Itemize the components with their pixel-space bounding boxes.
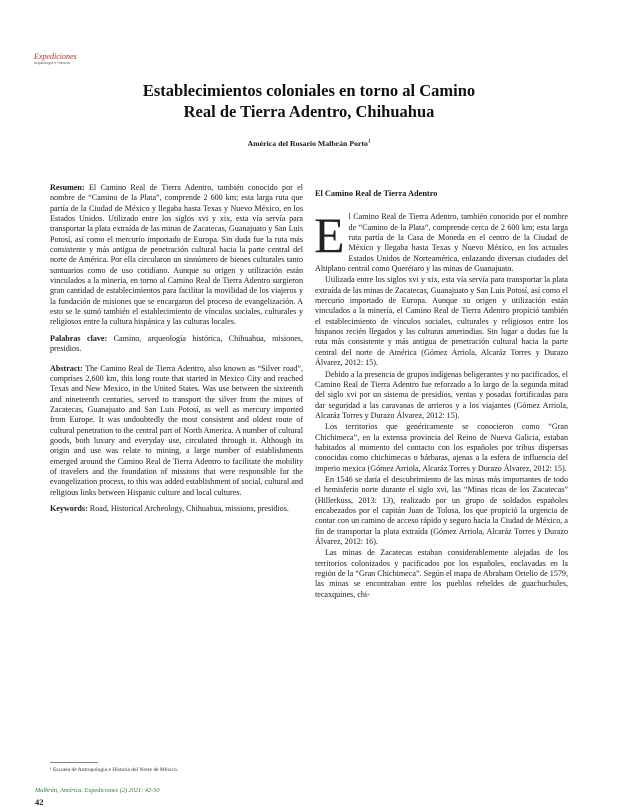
- body-paragraph-6: Las minas de Zacatecas estaban considerablemente alejadas de los territorios colonizados y pacificados por los españoles, enclavadas en la región de la “Gran Chichimeca”. Según el mapa de Abraham Ortelio de 1579, las minas se encontraban entre los pueblos rebeldes de guachuchules, tecaxquines, chi-: [315, 548, 568, 599]
- body-paragraph-1-text: l Camino Real de Tierra Adentro, también conocido por el nombre de “Camino de la Plata”, comprende cerca de 2 600 km; esta larga ruta partía de la Casa de Moneda en el centro de la Ciudad de México y llegaba hasta Texas y Nuevo México, en los actuales Estados Unidos de Norteamérica, enlazando diversas ciudades del Altiplano central como Querétaro y las minas de Guanajuato.: [315, 212, 568, 274]
- author-line: [0, 139, 618, 148]
- title-line-2: Real de Tierra Adentro, Chihuahua: [183, 102, 435, 121]
- running-footer: Malbrán, América. Expediciones (2) 2021: 42-50: [35, 787, 160, 794]
- body-paragraph-1: [314, 207, 568, 274]
- body-paragraph-5: En 1546 se daría el descubrimiento de las minas más importantes de todo el hemisferio norte durante el siglo xvi, las “Minas ricas de los Zacatecas” (Hillerkuss, 2013: 13), realizado por un grupo de soldados españoles encabezados por el capitán Juan de Tolosa, los que propició la urgencia de contar con un camino de acceso rápido y seguro hacia la Ciudad de México, a fin de transportar la plata extraída (Gómez Arriola, Alcaráz Torres y Durazo Álvarez, 2012: 16).: [315, 474, 568, 546]
- palabras-clave-text: Camino, arqueología histórica, Chihuahua, misiones, presidios.: [50, 333, 303, 354]
- keywords-text: Road, Historical Archeology, Chihuahua, missions, presidios.: [89, 503, 289, 513]
- resumen-text: El Camino Real de Tierra Adentro, también conocido por el nombre de “Camino de la Plata”, comprende 2 600 km; esta larga ruta que partía de la Ciudad de México y llegaba hasta Texas y Nuevo México, en los Estados Unidos. Utilizado entre los siglos xvi y xix, esta vía servía para transportar la plata extraída de las minas de Zacatecas, Guanajuato y San Luis Potosí, así como el mercurio importado de Europa. Sin duda fue la ruta más consistente y más antigua de penetración cultural hacia la parte central del norte de América. Por ella circularon un sinnúmero de bienes culturales tanto suntuarios como de uso cotidiano. Aunque su origen y utilización están vinculados a la minería, en torno al Camino Real de Tierra Adentro surgieron gran cantidad de establecimientos para facilitar la movilidad de los viajeros y la fundación de misiones que se encargaron del proceso de evangelización. A esto se le sumó también el establecimiento de vínculos sociales, culturales y religiosos entre la cultura hispánica y las culturas locales.: [50, 183, 303, 327]
- journal-logo-subtitle: Arqueología e Historia: [34, 61, 70, 65]
- section-heading: El Camino Real de Tierra Adentro: [315, 189, 438, 198]
- body-paragraph-2: Utilizada entre los siglos xvi y xix, esta vía servía para transportar la plata extraída de las minas de Zacatecas, Guanajuato y San Luis Potosí, así como el mercurio importado de Europa. Aunque su origen y utilización están vinculados a la minería, el Camino Real de Tierra Adentro propició también el establecimiento de vínculos sociales, culturales y religiosos entre los hispanos recién llegados y las culturas amerindias. Sin lugar a dudas fue la ruta más consistente y más antigua de penetración cultural hacia la parte central del norte de América (Gómez Arriola, Alcaráz Torres y Durazo Álvarez, 2012: 15).: [315, 275, 568, 368]
- footnote-rule: [50, 762, 98, 763]
- body-paragraph-4: Los territorios que genéricamente se conocieron como “Gran Chichimeca”, en la extensa provincia del Reino de Nueva Galicia, estaban habitados al momento del contacto con los españoles por tribus dispersas conocidas como chichimecas o bárbaras, ajenas a la esfera de influencia del imperio mexica (Gómez Arriola, Alcaráz Torres y Durazo Álvarez, 2012: 15).: [315, 422, 568, 473]
- body-column: [315, 183, 568, 601]
- abstract-text: The Camino Real de Tierra Adentro, also known as “Silver road”, comprises 2,600 km, this long route that started in Mexico City and reached Texas and New Mexico, in the United States. Was use between the sixteenth and nineteenth centuries, served to transport the silver from the mines of Zacatecas, Guanajuato and San Luis Potosí, as well as mercury imported from Europe. It was undoubtedly the most consistent and oldest route of cultural penetration to the central part of North America. A number of cultural goods, both luxury and everyday use, circulated through it. Although its origin and use was relate to mining, a large number of establishments emerged around the Camino Real de Tierra Adentro to facilitate the mobility of travelers and the foundation of missions that were responsible for the evangelization process, to this was added establishment of social, cultural and religious links between Hispanic culture and local cultures.: [50, 363, 303, 497]
- palabras-clave-paragraph: [50, 334, 303, 355]
- author-name: América del Rosario Malbrán Porto: [247, 139, 368, 148]
- journal-logo-mark: Expediciones: [34, 52, 77, 61]
- footnote: ¹ Escuela de Antropología e Historia del Norte de México.: [50, 767, 179, 773]
- abstract-column: [50, 183, 303, 520]
- body-paragraph-3: Debido a la presencia de grupos indígenas beligerantes y no pacificados, el Camino Real de Tierra Adentro fue reforzado a lo largo de la segunda mitad del siglo xvi por un sistema de presidios, ventas y posadas fortificadas para dar seguridad a las caravanas de arrieros y a los viajantes (Gómez Arriola, Alcaráz Torres y Durazo Álvarez, 2012: 15).: [315, 369, 568, 420]
- abstract-paragraph: [50, 364, 303, 498]
- palabras-clave-label: Palabras clave:: [50, 333, 108, 343]
- keywords-label: Keywords:: [50, 503, 88, 513]
- author-footnote-mark: 1: [367, 139, 371, 145]
- article-title: [60, 80, 558, 122]
- title-line-1: Establecimientos coloniales en torno al Camino: [142, 81, 476, 100]
- journal-logo: [34, 52, 94, 66]
- keywords-paragraph: [50, 504, 303, 514]
- abstract-label: Abstract:: [50, 363, 83, 373]
- drop-cap: E: [314, 207, 345, 264]
- page-number: 42: [35, 797, 44, 807]
- resumen-label: Resumen:: [50, 183, 85, 192]
- resumen-paragraph: [50, 183, 303, 328]
